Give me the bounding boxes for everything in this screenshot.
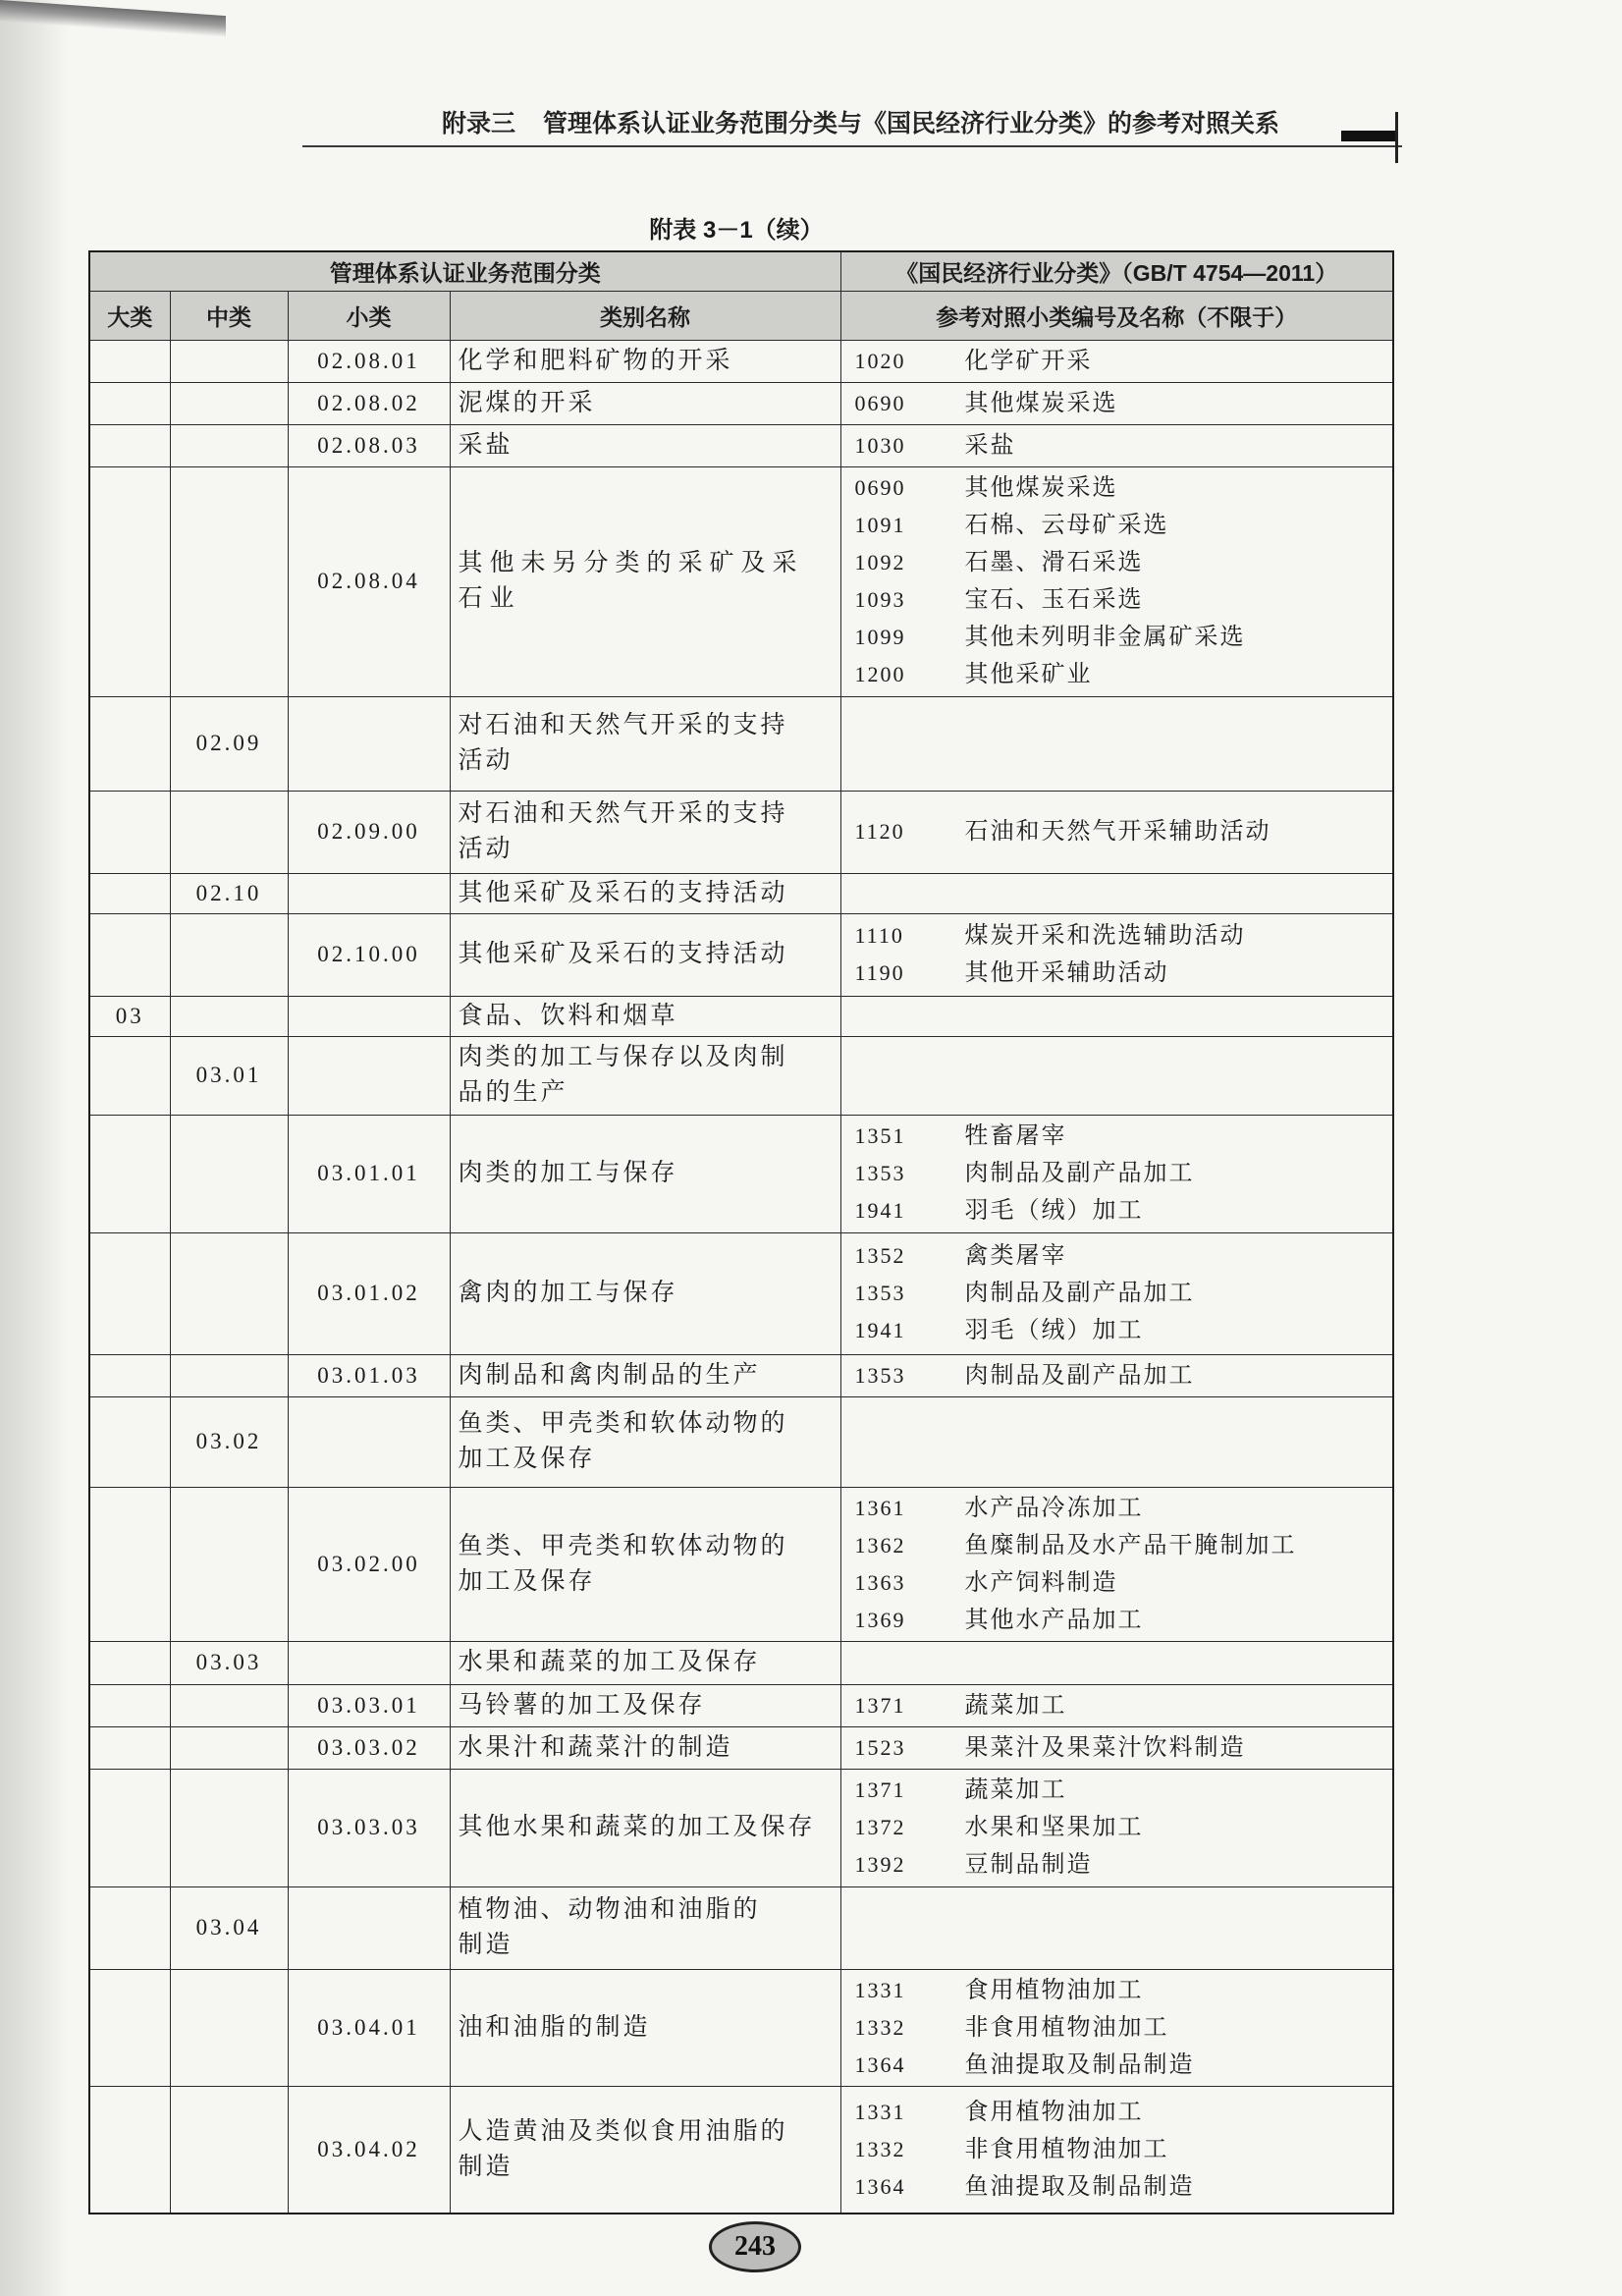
reference-entry: [849, 1118, 1385, 1155]
category-name: [450, 1036, 840, 1115]
reference-code: 1371: [854, 1692, 906, 1718]
table-title: 附表 3－1（续）: [649, 217, 824, 244]
category-name-line: 马铃薯的加工及保存: [458, 1691, 706, 1719]
reference-code: 1020: [854, 348, 906, 373]
empty-cell: [89, 913, 170, 996]
empty-cell: [288, 996, 450, 1036]
empty-cell: [89, 696, 170, 791]
minor-code: 02.08.01: [288, 340, 450, 382]
reference-code: 1523: [854, 1734, 906, 1760]
minor-code: 03.04.02: [288, 2086, 450, 2214]
category-name-line: 植物油、动物油和油脂的: [458, 1896, 761, 1923]
empty-cell: [89, 1726, 170, 1769]
header-rule-tick: [1395, 112, 1398, 163]
minor-code: 02.10.00: [288, 913, 450, 996]
reference-code: 1091: [854, 513, 906, 537]
category-name: [450, 382, 840, 424]
reference-code: 1092: [854, 550, 906, 574]
reference-code: 1331: [854, 2099, 906, 2124]
table-row: [89, 1396, 1393, 1487]
reference-cell: [840, 1969, 1393, 2086]
reference-code: 1364: [854, 2051, 906, 2077]
reference-code: 1371: [854, 1777, 906, 1802]
reference-name: 蔬菜加工: [964, 1777, 1067, 1803]
reference-code: 1200: [854, 662, 906, 686]
reference-cell: [840, 1487, 1393, 1641]
empty-cell: [170, 996, 288, 1036]
reference-cell: [840, 1886, 1393, 1969]
empty-cell: [170, 1232, 288, 1354]
reference-name: 果菜汁及果菜汁饮料制造: [964, 1734, 1246, 1761]
category-name-line: 油和油脂的制造: [458, 2013, 651, 2041]
minor-code: 03.02.00: [288, 1487, 450, 1641]
empty-cell: [288, 1886, 450, 1969]
category-name: [450, 996, 840, 1036]
reference-name: 非食用植物油加工: [964, 2014, 1169, 2041]
page-number: 243: [709, 2221, 801, 2272]
reference-entry: [849, 656, 1385, 693]
category-name: [450, 466, 840, 696]
reference-code: 1190: [854, 960, 905, 985]
reference-name: 羽毛（绒）加工: [964, 1198, 1144, 1224]
category-name-line: 其他未另分类的采矿及采: [458, 550, 804, 576]
reference-name: 蔬菜加工: [964, 1692, 1067, 1719]
column-header-name: 类别名称: [450, 291, 840, 340]
reference-entry: [849, 1155, 1385, 1192]
empty-cell: [89, 466, 170, 696]
empty-cell: [288, 1641, 450, 1684]
category-name: [450, 1354, 840, 1396]
reference-name: 禽类屠宰: [964, 1243, 1067, 1269]
empty-cell: [170, 1354, 288, 1396]
header-rule: [302, 145, 1402, 147]
table-row: [89, 1969, 1393, 2086]
category-name-line: 石业: [458, 585, 521, 612]
category-name: [450, 2086, 840, 2214]
reference-name: 肉制品及副产品加工: [964, 1362, 1195, 1389]
empty-cell: [89, 791, 170, 873]
category-name-line: 食品、饮料和烟草: [458, 1002, 678, 1029]
reference-cell: [840, 1726, 1393, 1769]
empty-cell: [89, 1036, 170, 1115]
minor-code: 03.01.02: [288, 1232, 450, 1354]
minor-code: 03.01.03: [288, 1354, 450, 1396]
reference-entry: [849, 581, 1385, 619]
category-name: [450, 1886, 840, 1969]
category-name-line: 其他水果和蔬菜的加工及保存: [458, 1814, 816, 1840]
reference-name: 石棉、云母矿采选: [964, 513, 1169, 538]
table-row: [89, 1769, 1393, 1886]
category-name-line: 鱼类、甲壳类和软体动物的: [458, 1410, 788, 1437]
reference-code: 1941: [854, 1318, 906, 1342]
reference-table: [88, 250, 1394, 2214]
table-row: [89, 466, 1393, 696]
empty-cell: [89, 382, 170, 424]
empty-cell: [89, 1232, 170, 1354]
category-name: [450, 696, 840, 791]
minor-code: 02.08.03: [288, 424, 450, 466]
table-row: [89, 696, 1393, 791]
empty-cell: [170, 1726, 288, 1769]
minor-code: 03.03.01: [288, 1684, 450, 1726]
reference-cell: [840, 791, 1393, 873]
reference-code: 0690: [854, 475, 906, 500]
table-row: [89, 1641, 1393, 1684]
reference-code: 1364: [854, 2173, 906, 2199]
minor-code: 03.04.01: [288, 1969, 450, 2086]
reference-code: 1120: [854, 819, 905, 844]
empty-cell: [170, 1115, 288, 1232]
reference-name: 鱼油提取及制品制造: [964, 2051, 1195, 2078]
empty-cell: [288, 1036, 450, 1115]
category-name: [450, 1396, 840, 1487]
reference-cell: [840, 1641, 1393, 1684]
reference-name: 煤炭开采和洗选辅助活动: [964, 923, 1246, 949]
empty-cell: [89, 1487, 170, 1641]
table-row: [89, 1684, 1393, 1726]
category-name-line: 活动: [458, 836, 514, 862]
minor-code: 03.03.02: [288, 1726, 450, 1769]
reference-entry: [849, 1275, 1385, 1312]
reference-entry: [849, 1772, 1385, 1809]
reference-name: 牲畜屠宰: [964, 1123, 1067, 1149]
empty-cell: [170, 466, 288, 696]
reference-code: 0690: [854, 390, 906, 415]
reference-name: 石油和天然气开采辅助活动: [964, 819, 1271, 845]
minor-code: 02.08.02: [288, 382, 450, 424]
reference-name: 非食用植物油加工: [964, 2136, 1169, 2162]
empty-cell: [288, 873, 450, 913]
reference-cell: [840, 913, 1393, 996]
reference-name: 水产品冷冻加工: [964, 1495, 1144, 1521]
category-name: [450, 913, 840, 996]
reference-entry: [849, 1527, 1385, 1564]
empty-cell: [89, 1396, 170, 1487]
minor-code: 03.03.03: [288, 1769, 450, 1886]
reference-entry: [849, 1972, 1385, 2009]
reference-name: 其他水产品加工: [964, 1607, 1144, 1633]
category-name-line: 其他采矿及采石的支持活动: [458, 941, 788, 967]
medium-code: 03.01: [170, 1036, 288, 1115]
empty-cell: [170, 1969, 288, 2086]
category-name: [450, 424, 840, 466]
reference-entry: [849, 427, 1385, 465]
empty-cell: [89, 1769, 170, 1886]
reference-code: 1372: [854, 1815, 906, 1839]
reference-name: 鱼糜制品及水产品干腌制加工: [964, 1532, 1297, 1558]
table-row: [89, 1354, 1393, 1396]
reference-name: 食用植物油加工: [964, 2099, 1144, 2125]
reference-cell: [840, 382, 1393, 424]
reference-name: 采盐: [964, 432, 1016, 459]
category-name-line: 其他采矿及采石的支持活动: [458, 879, 788, 906]
reference-name: 其他煤炭采选: [964, 390, 1118, 416]
category-name-line: 加工及保存: [458, 1446, 596, 1472]
table-row: [89, 1115, 1393, 1232]
medium-code: 03.03: [170, 1641, 288, 1684]
category-name-line: 对石油和天然气开采的支持: [458, 712, 788, 738]
reference-entry: [849, 343, 1385, 380]
reference-cell: [840, 424, 1393, 466]
table-row: [89, 913, 1393, 996]
reference-name: 化学矿开采: [964, 348, 1093, 374]
empty-cell: [170, 340, 288, 382]
empty-cell: [170, 382, 288, 424]
empty-cell: [89, 2086, 170, 2214]
reference-entry: [849, 544, 1385, 581]
reference-cell: [840, 1396, 1393, 1487]
reference-entry: [849, 1312, 1385, 1349]
medium-code: 02.09: [170, 696, 288, 791]
reference-entry: [849, 385, 1385, 422]
empty-cell: [170, 1684, 288, 1726]
empty-cell: [170, 791, 288, 873]
empty-cell: [170, 913, 288, 996]
header-rule-bar: [1341, 131, 1398, 141]
reference-entry: [849, 1687, 1385, 1724]
reference-cell: [840, 340, 1393, 382]
medium-code: 03.04: [170, 1886, 288, 1969]
empty-cell: [89, 1684, 170, 1726]
empty-cell: [288, 1396, 450, 1487]
category-name-line: 鱼类、甲壳类和软体动物的: [458, 1532, 788, 1559]
column-header-major: 大类: [89, 291, 170, 340]
category-name: [450, 873, 840, 913]
reference-name: 肉制品及副产品加工: [964, 1161, 1195, 1186]
category-name-line: 水果汁和蔬菜汁的制造: [458, 1733, 733, 1761]
reference-code: 1351: [854, 1123, 906, 1148]
reference-entry: [849, 507, 1385, 544]
empty-cell: [89, 1115, 170, 1232]
table-row: [89, 2086, 1393, 2214]
reference-name: 羽毛（绒）加工: [964, 1318, 1144, 1343]
category-name-line: 制造: [458, 2153, 514, 2180]
reference-cell: [840, 1354, 1393, 1396]
table-column-header-row: [89, 291, 1393, 340]
category-name-line: 泥煤的开采: [458, 389, 596, 416]
empty-cell: [89, 340, 170, 382]
reference-entry: [849, 1846, 1385, 1884]
category-name: [450, 1969, 840, 2086]
reference-entry: [849, 1564, 1385, 1602]
reference-entry: [849, 1192, 1385, 1230]
category-name: [450, 1487, 840, 1641]
table-row: [89, 340, 1393, 382]
column-header-medium: 中类: [170, 291, 288, 340]
reference-entry: [849, 955, 1385, 992]
reference-code: 1369: [854, 1607, 906, 1632]
empty-cell: [89, 1354, 170, 1396]
reference-entry: [849, 1602, 1385, 1639]
reference-code: 1030: [854, 432, 906, 458]
empty-cell: [170, 1769, 288, 1886]
medium-code: 03.02: [170, 1396, 288, 1487]
reference-entry: [849, 1809, 1385, 1846]
table-row: [89, 1036, 1393, 1115]
reference-entry: [849, 2131, 1385, 2168]
table-row: [89, 1232, 1393, 1354]
reference-entry: [849, 917, 1385, 955]
reference-code: 1093: [854, 587, 906, 612]
reference-name: 其他开采辅助活动: [964, 960, 1169, 986]
table-row: [89, 1886, 1393, 1969]
reference-code: 1352: [854, 1243, 906, 1268]
empty-cell: [170, 1487, 288, 1641]
category-name-line: 肉类的加工与保存以及肉制: [458, 1044, 788, 1070]
reference-cell: [840, 1684, 1393, 1726]
running-head-title: 管理体系认证业务范围分类与《国民经济行业分类》的参考对照关系: [543, 110, 1280, 137]
table-group-header-row: [89, 251, 1393, 291]
reference-entry: [849, 2094, 1385, 2131]
table-row: [89, 382, 1393, 424]
reference-name: 石墨、滑石采选: [964, 550, 1144, 575]
category-name-line: 制造: [458, 1932, 514, 1958]
empty-cell: [288, 696, 450, 791]
reference-name: 其他未列明非金属矿采选: [964, 625, 1246, 650]
reference-entry: [849, 2009, 1385, 2047]
table-row: [89, 1487, 1393, 1641]
reference-name: 水产饲料制造: [964, 1569, 1118, 1596]
minor-code: 03.01.01: [288, 1115, 450, 1232]
table-row: [89, 1726, 1393, 1769]
reference-cell: [840, 466, 1393, 696]
reference-name: 鱼油提取及制品制造: [964, 2173, 1195, 2200]
table-row: [89, 996, 1393, 1036]
running-head-appendix: 附录三: [442, 110, 516, 137]
reference-entry: [849, 2168, 1385, 2206]
category-name-line: 人造黄油及类似食用油脂的: [458, 2117, 788, 2145]
reference-name: 食用植物油加工: [964, 1977, 1144, 2003]
category-name-line: 水果和蔬菜的加工及保存: [458, 1649, 761, 1675]
category-name-line: 肉类的加工与保存: [458, 1160, 678, 1186]
category-name-line: 采盐: [458, 431, 514, 459]
category-name: [450, 791, 840, 873]
empty-cell: [170, 2086, 288, 2214]
reference-code: 1363: [854, 1569, 906, 1595]
category-name: [450, 340, 840, 382]
column-header-reference: 参考对照小类编号及名称（不限于）: [840, 291, 1393, 340]
minor-code: 02.08.04: [288, 466, 450, 696]
category-name: [450, 1641, 840, 1684]
category-name: [450, 1769, 840, 1886]
reference-name: 宝石、玉石采选: [964, 587, 1144, 613]
category-name-line: 禽肉的加工与保存: [458, 1280, 678, 1306]
category-name-line: 加工及保存: [458, 1567, 596, 1595]
reference-cell: [840, 1115, 1393, 1232]
category-name: [450, 1726, 840, 1769]
reference-cell: [840, 873, 1393, 913]
empty-cell: [89, 1969, 170, 2086]
reference-code: 1392: [854, 1852, 906, 1877]
reference-entry: [849, 813, 1385, 850]
major-code: 03: [89, 996, 170, 1036]
column-header-minor: 小类: [288, 291, 450, 340]
empty-cell: [89, 873, 170, 913]
reference-code: 1332: [854, 2014, 906, 2040]
reference-code: 1353: [854, 1161, 906, 1185]
empty-cell: [89, 1886, 170, 1969]
minor-code: 02.09.00: [288, 791, 450, 873]
group-header-industry-classification: 《国民经济行业分类》（GB/T 4754—2011）: [840, 251, 1393, 291]
reference-entry: [849, 1490, 1385, 1527]
reference-code: 1353: [854, 1362, 906, 1388]
medium-code: 02.10: [170, 873, 288, 913]
reference-code: 1362: [854, 1532, 906, 1558]
reference-entry: [849, 469, 1385, 507]
reference-code: 1331: [854, 1977, 906, 2002]
table-row: [89, 791, 1393, 873]
reference-code: 1353: [854, 1281, 906, 1305]
reference-cell: [840, 1769, 1393, 1886]
empty-cell: [170, 424, 288, 466]
reference-name: 水果和坚果加工: [964, 1815, 1144, 1840]
reference-cell: [840, 696, 1393, 791]
category-name-line: 活动: [458, 747, 514, 774]
running-head: [442, 104, 1279, 139]
reference-code: 1332: [854, 2136, 906, 2161]
table-row: [89, 873, 1393, 913]
reference-name: 豆制品制造: [964, 1852, 1093, 1878]
reference-entry: [849, 1729, 1385, 1767]
category-name: [450, 1115, 840, 1232]
category-name-line: 化学和肥料矿物的开采: [458, 347, 733, 374]
scan-shadow: [0, 0, 69, 2296]
reference-code: 1110: [854, 923, 904, 948]
reference-name: 其他采矿业: [964, 662, 1093, 687]
reference-entry: [849, 2047, 1385, 2084]
empty-cell: [89, 1641, 170, 1684]
reference-entry: [849, 1237, 1385, 1275]
reference-name: 肉制品及副产品加工: [964, 1281, 1195, 1306]
reference-entry: [849, 1357, 1385, 1394]
category-name: [450, 1232, 840, 1354]
reference-name: 其他煤炭采选: [964, 475, 1118, 501]
empty-cell: [89, 424, 170, 466]
reference-cell: [840, 996, 1393, 1036]
category-name: [450, 1684, 840, 1726]
reference-code: 1941: [854, 1198, 906, 1223]
reference-cell: [840, 2086, 1393, 2214]
group-header-certification-scope: 管理体系认证业务范围分类: [89, 251, 840, 291]
reference-code: 1361: [854, 1495, 906, 1520]
reference-code: 1099: [854, 625, 906, 649]
reference-entry: [849, 619, 1385, 656]
category-name-line: 品的生产: [458, 1079, 568, 1106]
category-name-line: 肉制品和禽肉制品的生产: [458, 1361, 761, 1389]
category-name-line: 对石油和天然气开采的支持: [458, 800, 788, 827]
reference-cell: [840, 1232, 1393, 1354]
reference-cell: [840, 1036, 1393, 1115]
table-row: [89, 424, 1393, 466]
